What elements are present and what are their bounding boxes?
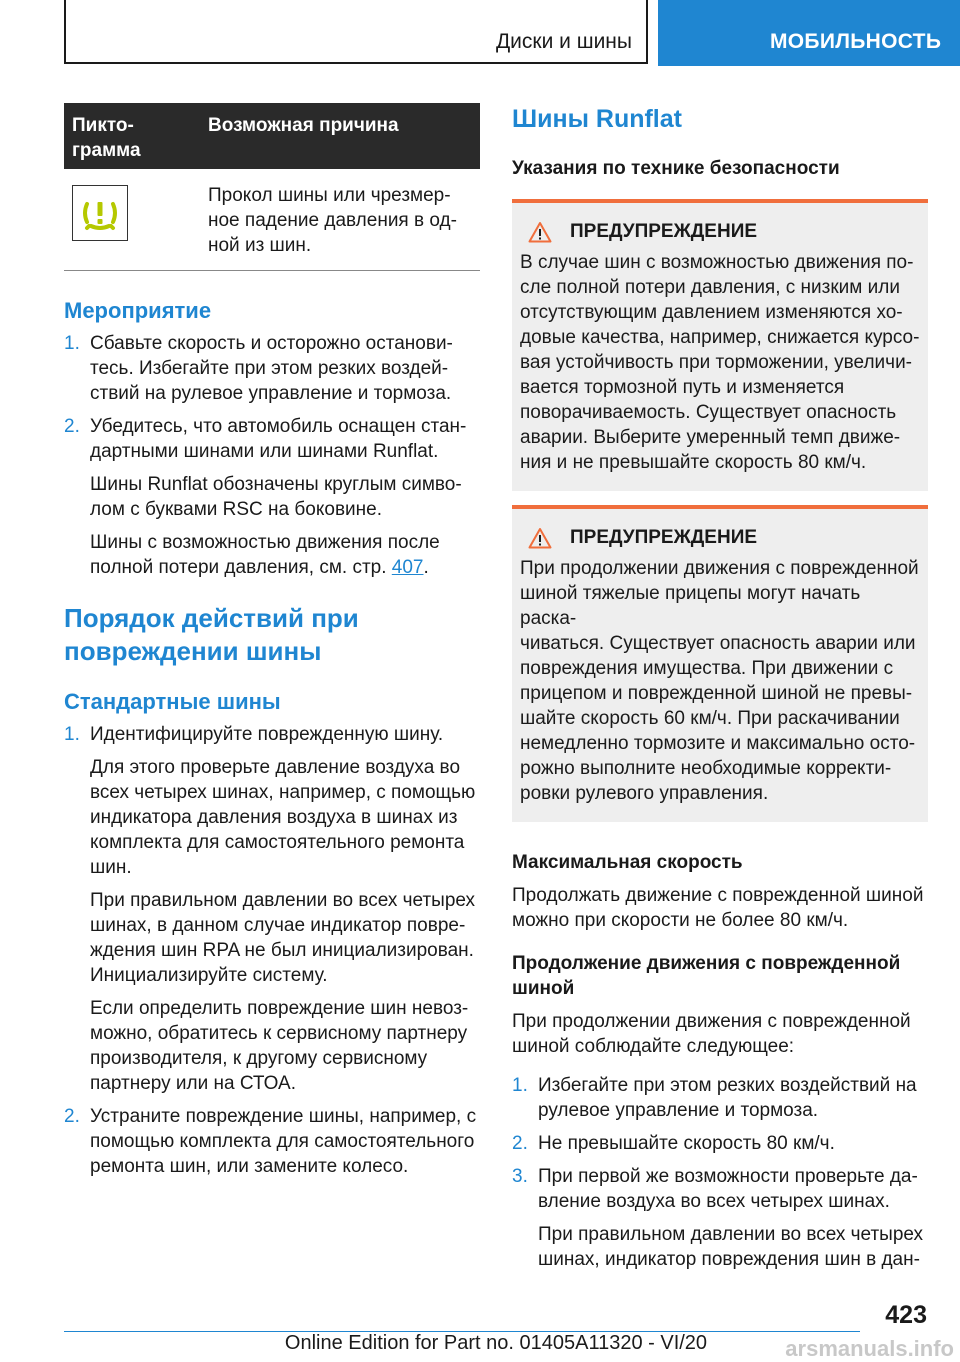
table-cause-text: Прокол шины или чрезмер- ное падение давления в од- ной из шин. — [208, 185, 457, 256]
header-chapter-box — [64, 0, 648, 64]
max-speed-heading: Максимальная скорость — [512, 852, 743, 873]
warning-box — [512, 505, 928, 822]
measures-note-pageref: Шины с возможностью движения после полной потери давления, см. стр. 407. — [90, 532, 440, 578]
continue-substep: При правильном давлении во всех четырех шинах, индикатор повреждения шин в дан- — [538, 1224, 924, 1270]
header-section-tab: МОБИЛЬНОСТЬ — [658, 0, 960, 66]
list-item: 2. Не превышайте скорость 80 км/ч. — [512, 1133, 835, 1154]
warning-text: При продолжении движения с поврежденной шиной тяжелые прицепы могут начать раска- чиваться. Существует опасность аварии или повреждения имущества. При движении с прицепом и поврежденной шиной не превы- шайте скорость 60 км/ч. При раскачивании немедленно тормозите и максимально осто- рожно выполните необходимые корректи- ровки рулевого управления. — [520, 558, 919, 804]
warning-label: ПРЕДУПРЕЖДЕНИЕ — [570, 527, 758, 548]
table-col-cause: Возможная причина — [208, 115, 399, 136]
warning-triangle-icon — [528, 221, 552, 243]
procedure-substep: Для этого проверьте давление воздуха во всех четырех шинах, например, с помощью индикатора давления воздуха в шинах из комплекта для самостоятельного ремонта шин. — [90, 757, 476, 878]
measures-note-runflat: Шины Runflat обозначены круглым симво- лом с буквами RSC на боковине. — [90, 474, 462, 520]
safety-heading: Указания по технике безопасности — [512, 158, 840, 179]
warning-box — [512, 199, 928, 491]
max-speed-text: Продолжать движение с поврежденной шиной можно при скорости не более 80 км/ч. — [512, 885, 924, 931]
procedure-substep: При правильном давлении во всех четырех шинах, в данном случае индикатор повре- ждения шин RPA не был инициализирован. Инициализируйте систему. — [90, 890, 476, 986]
list-item: 2. Устраните повреждение шины, например, с помощью комплекта для самостоятельного ремонта шин, или замените колесо. — [64, 1106, 477, 1177]
table-header — [64, 103, 480, 169]
procedure-substep: Если определить повреждение шин невоз- можно, обратитесь к сервисному партнеру производителя, к другому сервисному партнеру или на СТОА. — [90, 998, 469, 1094]
right-column — [512, 103, 928, 1272]
procedure-heading: Порядок действий при повреждении шины — [64, 603, 359, 666]
left-column — [64, 103, 480, 1179]
page-number: 423 — [885, 1301, 927, 1329]
standard-tires-heading: Стандартные шины — [64, 689, 281, 714]
page-reference-link[interactable]: 407 — [391, 557, 424, 578]
list-item: 1. Идентифицируйте поврежденную шину. — [64, 724, 444, 745]
table-col-pictogram: Пикто- грамма — [72, 115, 141, 161]
watermark: arsmanuals.info — [785, 1336, 954, 1361]
list-item: 1. Сбавьте скорость и осторожно останови- тесь. Избегайте при этом резких воздей- ствий на рулевое управление и тормоза. — [64, 333, 453, 404]
measures-heading: Мероприятие — [64, 298, 212, 323]
continue-driving-heading: Продолжение движения с поврежденной шиной — [512, 953, 901, 999]
table-row — [64, 169, 480, 271]
warning-text: В случае шин с возможностью движения по- сле полной потери давления, с низким или отсутствующим давлением изменяются хо- довые качества, например, снижается курсо- вая устойчивость при торможении, увеличи- вается тормозной путь и изменяется поворачиваемость. Существует опасность аварии. Выберите умеренный темп движе- ния и не превышайте скорость 80 км/ч. — [520, 252, 920, 473]
list-item: 2. Убедитесь, что автомобиль оснащен стан- дартными шинами или шинами Runflat. — [64, 416, 467, 462]
list-item: 3. При первой же возможности проверьте да- вление воздуха во всех четырех шинах. — [512, 1166, 918, 1212]
footer-edition: Online Edition for Part no. 01405A11320 - VI/20 — [284, 1332, 708, 1354]
continue-driving-text: При продолжении движения с поврежденной шиной соблюдайте следующее: — [512, 1011, 911, 1057]
header-chapter: Диски и шины — [495, 30, 632, 53]
runflat-heading: Шины Runflat — [512, 105, 682, 133]
warning-triangle-icon — [528, 527, 552, 549]
tire-pressure-warning-icon — [72, 185, 128, 241]
warning-label: ПРЕДУПРЕЖДЕНИЕ — [570, 221, 758, 242]
list-item: 1. Избегайте при этом резких воздействий на рулевое управление и тормоза. — [512, 1075, 917, 1121]
